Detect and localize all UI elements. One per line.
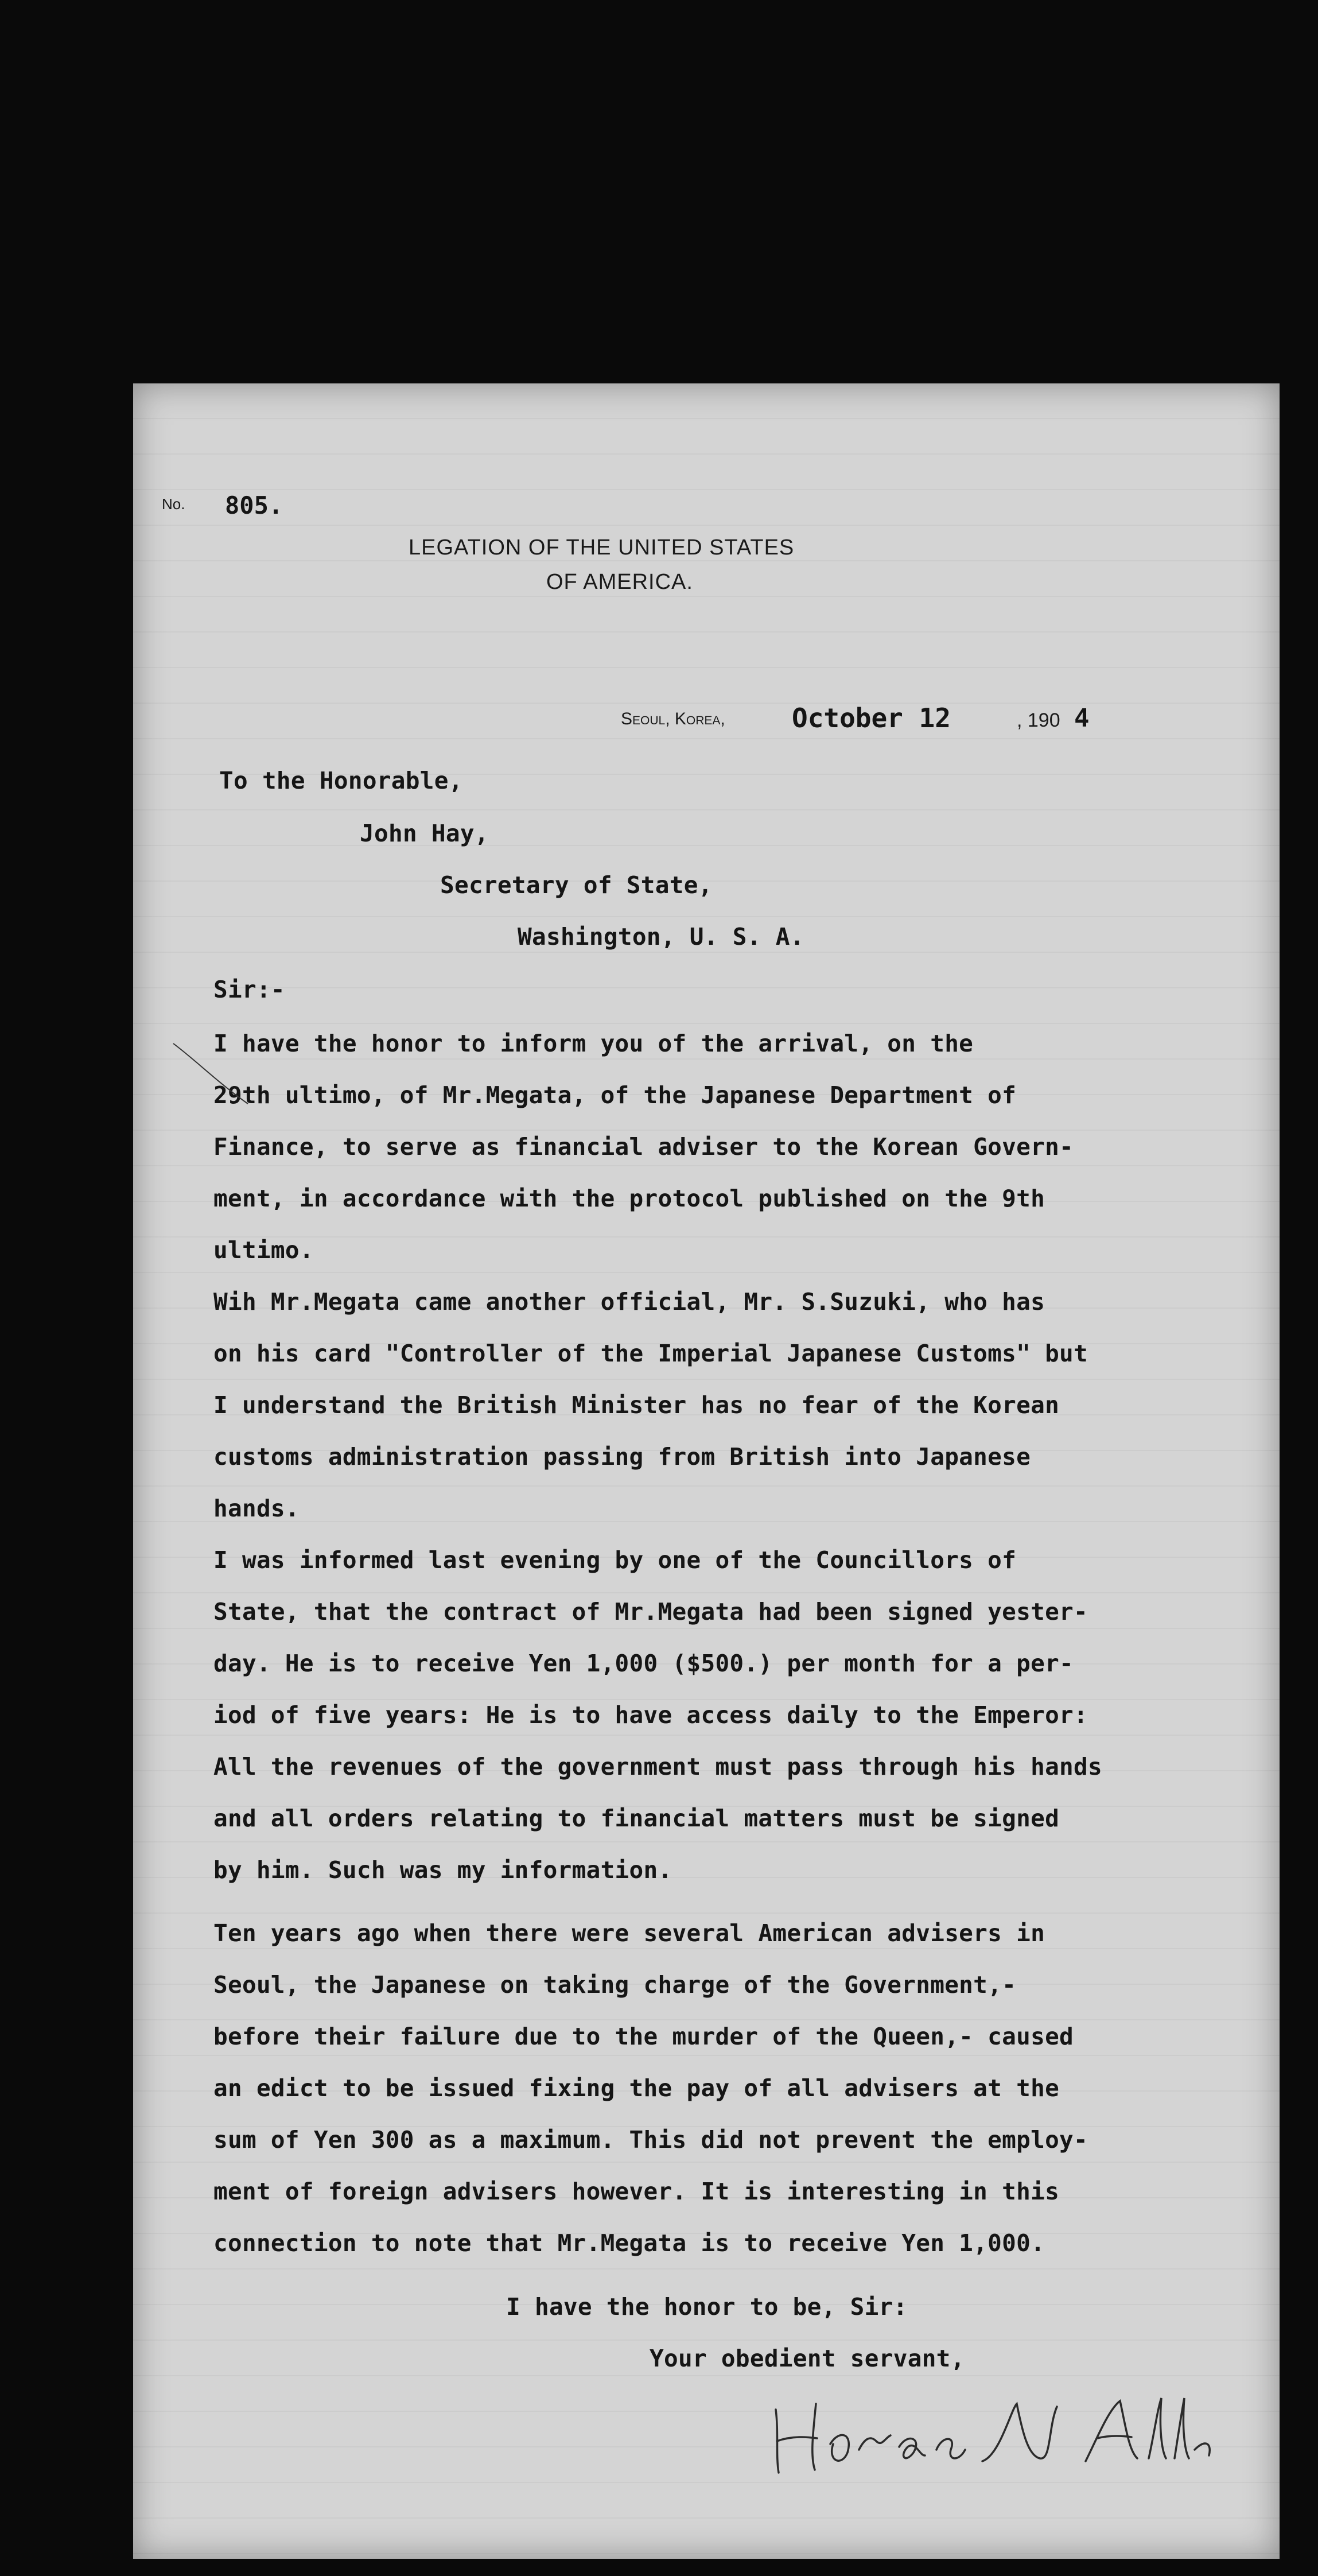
address-line-1: To the Honorable, xyxy=(219,767,463,794)
dispatch-number: 805. xyxy=(225,491,283,519)
closing-line-1: I have the honor to be, Sir: xyxy=(506,2293,908,2321)
body-line: and all orders relating to financial matters must be signed xyxy=(213,1805,1060,1832)
body-line: before their failure due to the murder of the Queen,- caused xyxy=(213,2023,1074,2050)
body-line: ultimo. xyxy=(213,1236,314,1264)
body-line: ment of foreign advisers however. It is interesting in this xyxy=(213,2178,1060,2205)
letterhead-line-1: LEGATION OF THE UNITED STATES xyxy=(409,536,795,560)
year-prefix: , 190 xyxy=(1017,709,1060,731)
body-line: day. He is to receive Yen 1,000 ($500.) per month for a per- xyxy=(213,1650,1074,1677)
body-line: I have the honor to inform you of the arrival, on the xyxy=(213,1030,974,1057)
address-line-3: Secretary of State, xyxy=(440,871,713,899)
year-suffix: 4 xyxy=(1074,704,1090,733)
body-line: State, that the contract of Mr.Megata had been signed yester- xyxy=(213,1598,1088,1625)
body-line: on his card "Controller of the Imperial Japanese Customs" but xyxy=(213,1340,1088,1367)
body-line: by him. Such was my information. xyxy=(213,1856,672,1884)
letter-date: October 12 xyxy=(792,703,951,734)
body-line: iod of five years: He is to have access daily to the Emperor: xyxy=(213,1701,1088,1729)
body-line: Ten years ago when there were several American advisers in xyxy=(213,1919,1045,1947)
body-line: I was informed last evening by one of the Councillors of xyxy=(213,1546,1017,1574)
body-line: connection to note that Mr.Megata is to receive Yen 1,000. xyxy=(213,2229,1045,2257)
address-line-4: Washington, U. S. A. xyxy=(518,923,804,951)
body-line: I understand the British Minister has no fear of the Korean xyxy=(213,1391,1060,1419)
body-line: Finance, to serve as financial adviser to the Korean Govern- xyxy=(213,1133,1074,1161)
body-line: customs administration passing from British into Japanese xyxy=(213,1443,1031,1471)
body-line: ment, in accordance with the protocol published on the 9th xyxy=(213,1185,1045,1212)
letter-page xyxy=(133,383,1280,2559)
body-line: hands. xyxy=(213,1495,300,1522)
place-of-writing: Seoul, Korea, xyxy=(621,709,725,728)
pen-mark xyxy=(168,1038,254,1107)
body-line: 29th ultimo, of Mr.Megata, of the Japanese Department of xyxy=(213,1081,1017,1109)
handwritten-signature xyxy=(753,2375,1212,2478)
number-label: No. xyxy=(162,495,185,513)
body-line: Seoul, the Japanese on taking charge of the Government,- xyxy=(213,1971,1017,1999)
body-line: an edict to be issued fixing the pay of all advisers at the xyxy=(213,2074,1060,2102)
salutation: Sir:- xyxy=(213,976,285,1003)
body-line: sum of Yen 300 as a maximum. This did not prevent the employ- xyxy=(213,2126,1088,2154)
closing-line-2: Your obedient servant, xyxy=(650,2345,965,2372)
body-line: Wih Mr.Megata came another official, Mr. S.Suzuki, who has xyxy=(213,1288,1045,1316)
address-line-2: John Hay, xyxy=(360,820,489,847)
body-line: All the revenues of the government must pass through his hands xyxy=(213,1753,1103,1780)
letterhead-line-2: OF AMERICA. xyxy=(546,570,693,594)
